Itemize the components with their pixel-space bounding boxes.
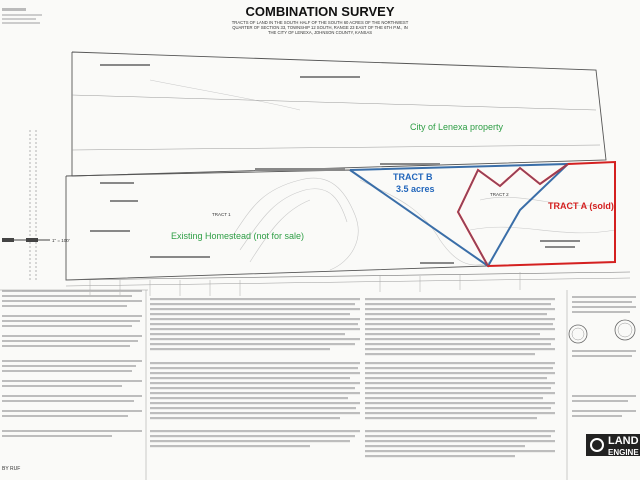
tract-b-area: 3.5 acres	[396, 184, 435, 194]
tract-1-label: TRACT 1	[212, 212, 231, 217]
logo-line-2: ENGINE	[608, 448, 639, 456]
subtitle-line-3: THE CITY OF LENEXA, JOHNSON COUNTY, KANSAS	[267, 30, 373, 36]
city-property-label: City of Lenexa property	[410, 122, 504, 132]
tract-a-boundary	[458, 162, 615, 266]
lot-ticks	[90, 272, 520, 296]
logo-icon	[590, 438, 604, 452]
subtitle-line-1: TRACTS OF LAND IN THE SOUTH HALF OF THE SOUTH 60 ACRES OF THE NORTHWEST	[231, 20, 409, 25]
legal-description-blocks	[2, 290, 636, 457]
subtitle-line-2: QUARTER OF SECTION 33, TOWNSHIP 12 SOUTH, RANGE 23 EAST OF THE 6TH P.M., IN	[232, 25, 408, 31]
scale-label: 1" = 100'	[52, 238, 70, 243]
company-logo	[586, 434, 640, 456]
drawn-by-label: BY RUF	[2, 466, 21, 472]
homestead-label: Existing Homestead (not for sale)	[171, 231, 305, 241]
surveyor-seal	[569, 325, 587, 343]
tract-2-label: TRACT 2	[490, 192, 509, 197]
logo-line-1: LAND	[608, 435, 639, 447]
page-title: COMBINATION SURVEY	[245, 4, 395, 19]
tract-a-label: TRACT A (sold)	[548, 201, 614, 211]
tract-b-label: TRACT B	[393, 172, 433, 182]
